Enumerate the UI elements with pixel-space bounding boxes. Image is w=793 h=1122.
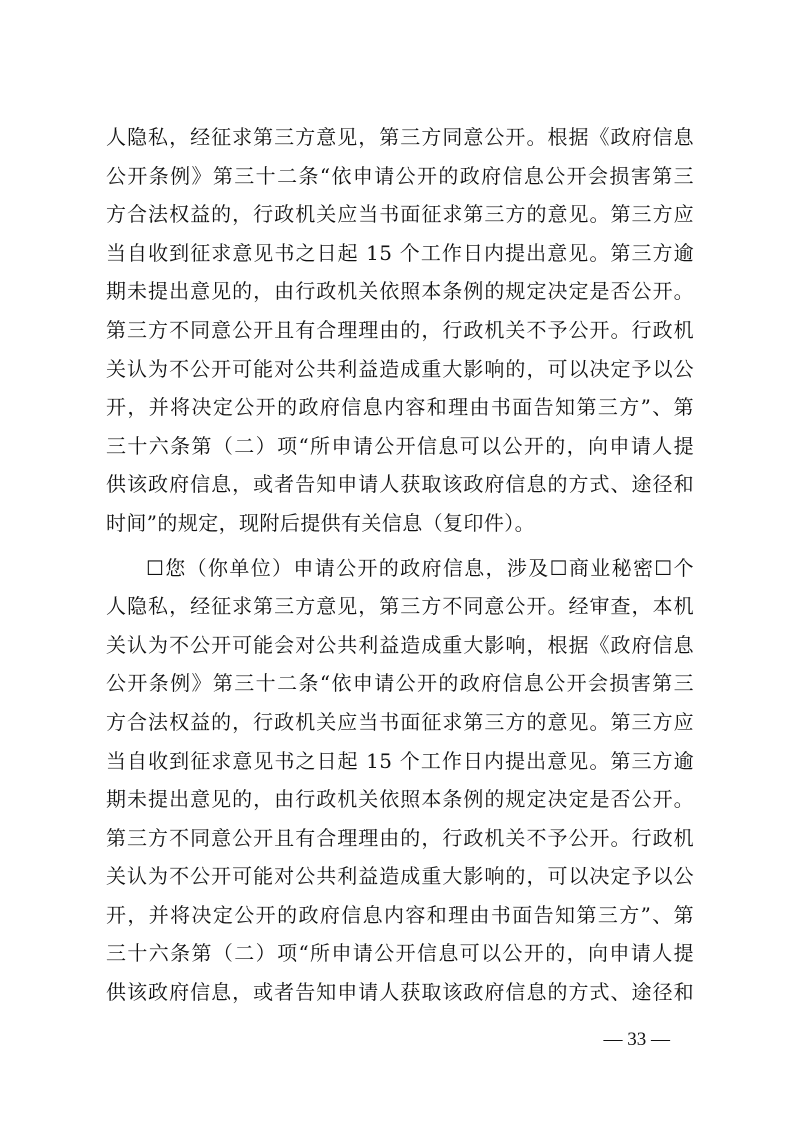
text-line: 关认为不公开可能对公共利益造成重大影响的，可以决定予以公 xyxy=(106,356,694,381)
text-line: 公开条例》第三十二条“依申请公开的政府信息公开会损害第三 xyxy=(106,163,694,188)
page-number-footer xyxy=(0,1026,793,1054)
text-line: 第三方不同意公开且有合理理由的，行政机关不予公开。行政机 xyxy=(106,317,694,342)
paragraph-third-party-refused xyxy=(106,549,694,1012)
text-line: 开，并将决定公开的政府信息内容和理由书面告知第三方”、第 xyxy=(106,395,694,420)
text-line: 期未提出意见的，由行政机关依照本条例的规定决定是否公开。 xyxy=(106,279,694,304)
text-line: 三十六条第（二）项“所申请公开信息可以公开的，向申请人提 xyxy=(106,941,694,966)
text-line: 时间”的规定，现附后提供有关信息（复印件）。 xyxy=(106,510,536,535)
body-text xyxy=(106,118,694,1012)
text-line: 供该政府信息，或者告知申请人获取该政府信息的方式、途径和 xyxy=(106,980,694,1005)
page-number: — 33 — xyxy=(603,1029,670,1050)
text-line: 期未提出意见的，由行政机关依照本条例的规定决定是否公开。 xyxy=(106,787,694,812)
text-line: 人隐私，经征求第三方意见，第三方不同意公开。经审查，本机 xyxy=(106,594,694,619)
text-line: ☐您（你单位）申请公开的政府信息，涉及☐商业秘密☐个 xyxy=(146,555,694,580)
text-line: 公开条例》第三十二条“依申请公开的政府信息公开会损害第三 xyxy=(106,671,694,696)
text-line: 关认为不公开可能会对公共利益造成重大影响，根据《政府信息 xyxy=(106,632,694,657)
text-line: 方合法权益的，行政机关应当书面征求第三方的意见。第三方应 xyxy=(106,202,694,227)
paragraph-continued xyxy=(106,118,694,543)
text-line: 关认为不公开可能对公共利益造成重大影响的，可以决定予以公 xyxy=(106,864,694,889)
text-line: 第三方不同意公开且有合理理由的，行政机关不予公开。行政机 xyxy=(106,825,694,850)
text-line: 人隐私，经征求第三方意见，第三方同意公开。根据《政府信息 xyxy=(106,125,694,149)
text-line: 三十六条第（二）项“所申请公开信息可以公开的，向申请人提 xyxy=(106,433,694,458)
text-line: 当自收到征求意见书之日起 15 个工作日内提出意见。第三方逾 xyxy=(106,240,694,265)
text-line: 供该政府信息，或者告知申请人获取该政府信息的方式、途径和 xyxy=(106,472,694,497)
text-line: 开，并将决定公开的政府信息内容和理由书面告知第三方”、第 xyxy=(106,902,694,927)
text-line: 当自收到征求意见书之日起 15 个工作日内提出意见。第三方逾 xyxy=(106,748,694,773)
text-line: 方合法权益的，行政机关应当书面征求第三方的意见。第三方应 xyxy=(106,709,694,734)
